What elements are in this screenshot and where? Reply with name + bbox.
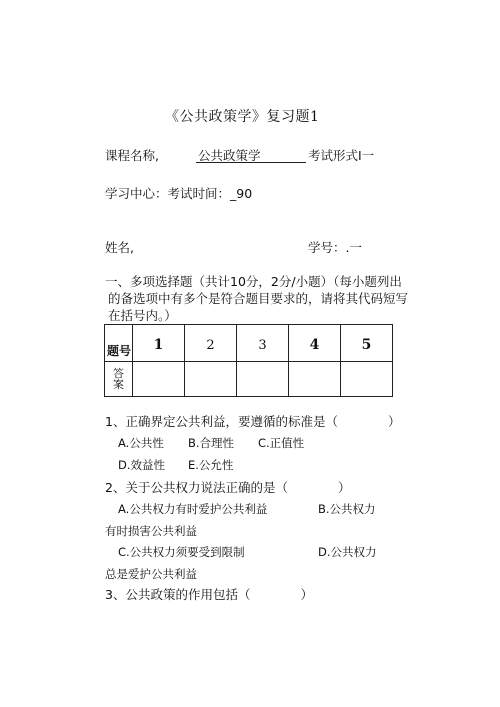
answer-cell[interactable]	[289, 362, 341, 397]
answer-cell[interactable]	[185, 362, 237, 397]
q2-option-c: C.公共权力须要受到限制	[118, 545, 245, 559]
q2-option-d: D.公共权力	[318, 545, 377, 559]
course-name-label: 课程名称,	[105, 148, 159, 163]
question-number: 1	[153, 336, 164, 353]
answer-cell[interactable]	[341, 362, 393, 397]
q1-option-e: E.公允性	[188, 458, 234, 472]
q2-option-b: B.公共权力	[318, 502, 376, 516]
name-label: 姓名,	[105, 240, 134, 255]
student-id-label: 学号：.一	[308, 240, 362, 255]
q1-option-d: D.效益性	[118, 458, 166, 472]
q1-option-b: B.合理性	[188, 436, 235, 450]
question-3: 3、公共政策的作用包括（ ）	[105, 587, 313, 602]
question-number: 4	[309, 336, 320, 353]
q2-option-b-cont: 有时损害公共利益	[105, 524, 197, 538]
section1-line-2: 的备选项中有多个是符合题目要求的，请将其代码短写	[108, 291, 409, 306]
question-number-cell	[133, 325, 185, 362]
answer-cell[interactable]	[237, 362, 289, 397]
question-1: 1、正确界定公共利益，要遵循的标准是（ ）	[105, 414, 401, 429]
question-number-cell	[341, 325, 393, 362]
question-2: 2、关于公共权力说法正确的是（ ）	[105, 480, 351, 495]
q1-option-a: A.公共性	[118, 436, 164, 450]
table-row	[105, 362, 393, 397]
question-number-header: 题号	[105, 325, 133, 362]
course-name-value: 公共政策学	[198, 148, 261, 163]
section1-line-3: 在括号内。）	[108, 308, 177, 323]
question-number-cell	[289, 325, 341, 362]
answer-cell[interactable]	[133, 362, 185, 397]
center-and-time: 学习中心：考试时间：_90	[105, 186, 253, 201]
page-title: 《公共政策学》复习题1	[165, 109, 320, 125]
question-number: 2	[206, 337, 215, 353]
q2-option-a: A.公共权力有时爱护公共利益	[118, 502, 268, 516]
q1-option-c: C.正值性	[258, 436, 305, 450]
answer-table	[104, 324, 393, 397]
question-number-cell	[185, 325, 237, 362]
question-number: 5	[361, 336, 372, 353]
section1-line-1: 一、多项选择题（共计10分，2分/小题）（每小题列出	[105, 274, 402, 289]
question-number-cell	[237, 325, 289, 362]
answer-header	[105, 362, 133, 397]
q2-option-d-cont: 总是爱护公共利益	[105, 567, 197, 581]
exam-form: 考试形式I一	[308, 148, 375, 163]
table-row	[105, 325, 393, 362]
question-number: 3	[258, 337, 267, 353]
answer-header-text: 答案	[113, 367, 124, 391]
